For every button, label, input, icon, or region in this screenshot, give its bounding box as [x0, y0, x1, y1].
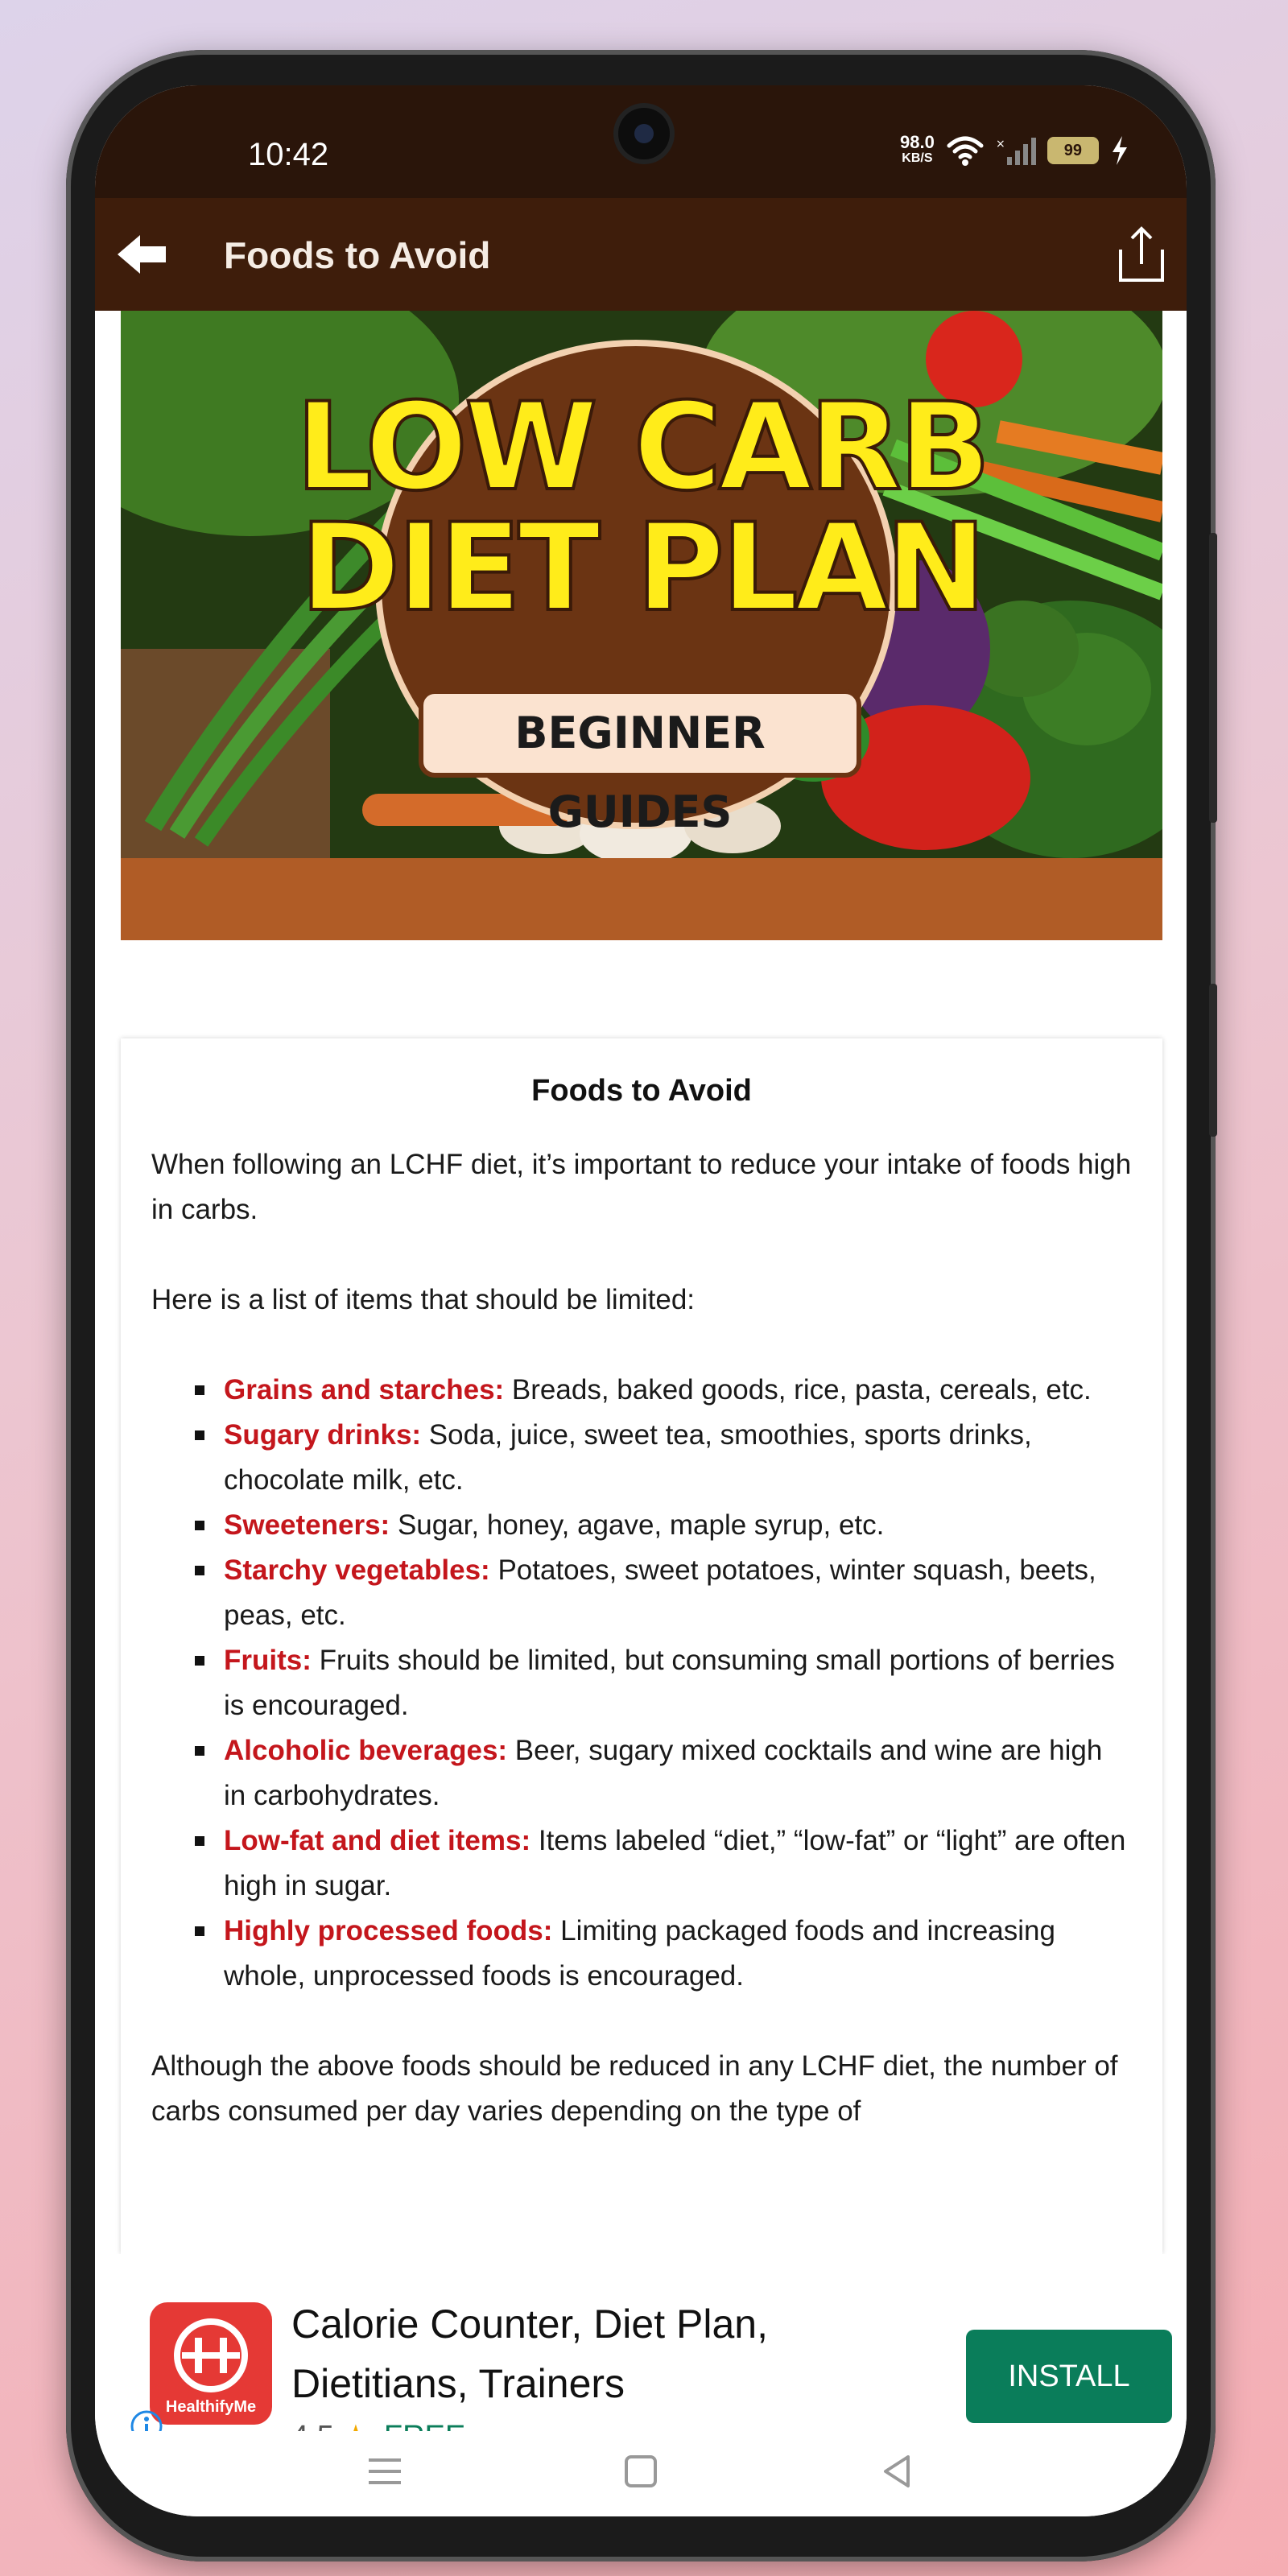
- app-title: Foods to Avoid: [224, 234, 491, 276]
- share-icon: [1109, 222, 1174, 287]
- status-time: 10:42: [248, 137, 329, 172]
- arrow-left-icon: [111, 222, 175, 287]
- list-item: [224, 1909, 1132, 1999]
- banner-title-line1: LOW CARB: [295, 378, 988, 518]
- list-item: [224, 1818, 1132, 1909]
- charging-icon: [1110, 134, 1129, 167]
- front-camera: [618, 108, 670, 159]
- power-button: [1209, 984, 1217, 1137]
- article-list-intro: Here is a list of items that should be limited:: [151, 1284, 696, 1315]
- list-item: [224, 1728, 1132, 1818]
- list-item: [224, 1638, 1132, 1728]
- article-title: Foods to Avoid: [531, 1074, 752, 1108]
- ad-app-name[interactable]: Calorie Counter, Diet Plan, Dietitians, Trainers: [291, 2301, 768, 2406]
- food-term: Starchy vegetables:: [224, 1554, 490, 1586]
- network-speed-unit: KB/S: [902, 151, 933, 165]
- article-closing: Although the above foods should be reduced in any LCHF diet, the number of carbs consumed per day varies depending on the type of: [151, 2050, 1118, 2127]
- ad-banner[interactable]: [95, 2254, 1187, 2431]
- food-desc: Limiting packaged foods and increasing whole, unprocessed foods is encouraged.: [224, 1915, 1055, 1992]
- food-desc: Fruits should be limited, but consuming small portions of berries is encouraged.: [224, 1645, 1115, 1721]
- back-triangle-icon[interactable]: [873, 2447, 921, 2496]
- banner-subtitle: BEGINNER GUIDES: [419, 689, 861, 778]
- food-desc: Potatoes, sweet potatoes, winter squash, beets, peas, etc.: [224, 1554, 1096, 1631]
- banner-image: [121, 311, 1162, 858]
- phone-frame: [66, 50, 1216, 2562]
- food-desc: Sugar, honey, agave, maple syrup, etc.: [390, 1509, 885, 1541]
- foods-list: [224, 1368, 1132, 1999]
- food-desc: Beer, sugary mixed cocktails and wine are high in carbohydrates.: [224, 1735, 1103, 1811]
- app-bar: [95, 198, 1187, 311]
- list-item: [224, 1368, 1132, 1413]
- svg-text:×: ×: [995, 138, 1005, 151]
- food-desc: Items labeled “diet,” “low-fat” or “light” are often high in sugar.: [224, 1825, 1126, 1901]
- banner-title-line2: DIET PLAN: [299, 498, 984, 638]
- food-desc: Soda, juice, sweet tea, smoothies, sports drinks, chocolate milk, etc.: [224, 1419, 1032, 1496]
- status-icons: [900, 130, 1129, 171]
- list-item: [224, 1413, 1132, 1503]
- status-bar: [95, 85, 1187, 198]
- article-card: [121, 1038, 1162, 2254]
- back-button[interactable]: [111, 222, 175, 287]
- share-button[interactable]: [1109, 222, 1174, 287]
- menu-icon[interactable]: [361, 2447, 409, 2496]
- network-speed: [900, 134, 935, 167]
- food-term: Grains and starches:: [224, 1374, 505, 1406]
- banner-footer-strip: [121, 858, 1162, 940]
- food-term: Fruits:: [224, 1645, 312, 1676]
- food-term: Low-fat and diet items:: [224, 1825, 531, 1856]
- food-term: Sweeteners:: [224, 1509, 390, 1541]
- food-term: Sugary drinks:: [224, 1419, 422, 1451]
- food-desc: Breads, baked goods, rice, pasta, cereals, etc.: [504, 1374, 1092, 1406]
- battery-icon: 99: [1047, 137, 1099, 164]
- screen: [95, 85, 1187, 2516]
- ad-brand-label: HealthifyMe: [165, 2398, 257, 2416]
- food-term: Alcoholic beverages:: [224, 1735, 508, 1766]
- list-item: [224, 1503, 1132, 1548]
- volume-button: [1209, 533, 1217, 823]
- signal-icon: [996, 134, 1036, 167]
- install-button[interactable]: INSTALL: [966, 2330, 1172, 2423]
- wifi-icon: [946, 134, 985, 167]
- article-intro: When following an LCHF diet, it’s important to reduce your intake of foods high in carbs.: [151, 1149, 1132, 1225]
- home-square-icon[interactable]: [617, 2447, 665, 2496]
- ad-app-icon[interactable]: [150, 2302, 272, 2425]
- list-item: [224, 1548, 1132, 1638]
- food-term: Highly processed foods:: [224, 1915, 553, 1946]
- network-speed-value: 98.0: [900, 132, 935, 152]
- system-nav-bar: [95, 2431, 1187, 2516]
